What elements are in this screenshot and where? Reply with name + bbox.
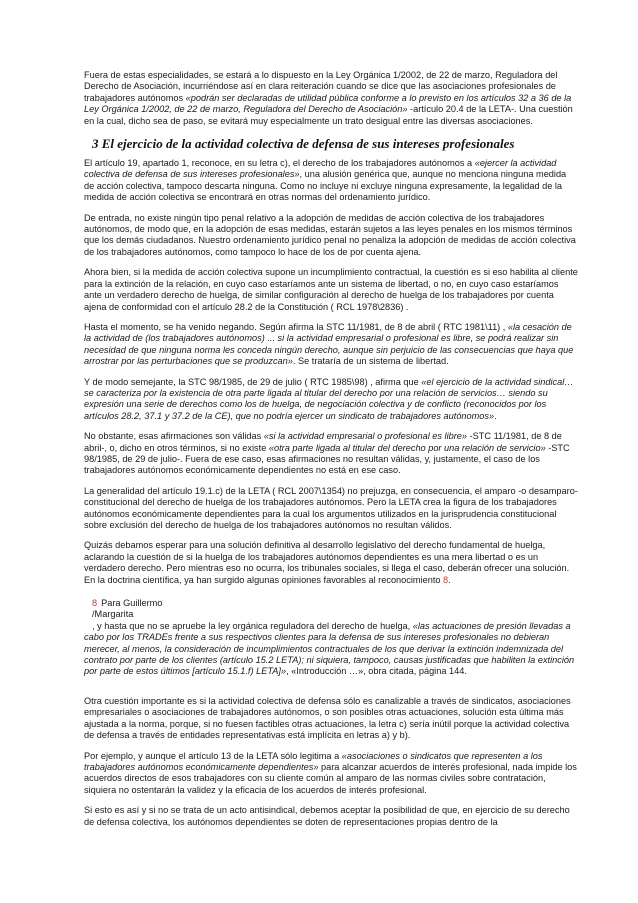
text: No obstante, esas afirmaciones son válidas bbox=[84, 431, 264, 442]
text: . Se trataría de un sistema de libertad. bbox=[292, 356, 449, 367]
text: -STC 11/1981, de 8 de abril-, o, dicho en otros términos, si no existe bbox=[84, 431, 562, 453]
paragraph-12: Si esto es así y si no se trata de un acto antisindical, debemos aceptar la posibilidad de que, en ejercicio de su derecho de defensa colectiva, los autónomos dependientes se doten de representaciones propias dentro de la bbox=[84, 805, 570, 827]
footnote-text bbox=[84, 621, 578, 678]
footnote-author: Para Guillermo bbox=[101, 598, 163, 609]
text: -STC 98/1985, de 29 de julio-. Fuera de ese caso, esas afirmaciones no resultan válidas, y, justamente, el caso de los trabajadores autónomos económicamente dependientes no está en ese caso. bbox=[84, 442, 570, 476]
paragraph-8: La generalidad del artículo 19.1.c) de la LETA ( RCL 2007\1354) no prejuzga, en consecuencia, el amparo -o desamparo- constitucional del derecho de huelga de los trabajadores autónomos. Pero la LETA crea la figura de los trabajadores autónomos económicamente dependientes para la cual los argumentos utilizados en la jurisprudencia constitucional sobre exclusión del derecho de huelga de los trabajadores autónomos no resultan válidos. bbox=[84, 485, 578, 530]
paragraph-2 bbox=[84, 158, 578, 204]
footnote-number: 8 bbox=[92, 598, 98, 609]
quote: «si la actividad empresarial o profesional es libre» bbox=[263, 431, 468, 442]
paragraph-4: Ahora bien, si la medida de acción colectiva supone un incumplimiento contractual, la cuestión es si eso habilita al cliente para la extinción de la relación, en cuyo caso estaríamos ante un sistema de libertad, o no, en cuyo caso estaríamos ante un verdadero derecho de huelga, de similar configuración al derecho de huelga de los trabajadores por cuenta ajena de conformidad con el artículo 28.2 de la Constitución ( RCL 1978\2836) . bbox=[84, 267, 578, 312]
paragraph-5 bbox=[84, 322, 578, 368]
footnote-header bbox=[92, 598, 578, 609]
paragraph-10: Otra cuestión importante es si la actividad colectiva de defensa sólo es canalizable a través de sindicatos, asociaciones empresariales o asociaciones de trabajadores autónomos, o son posibles otras actuaciones, solución esta última más ajustada a la norma, porque, si no fuesen factibles otras actuaciones, la letra c) sería inútil porque la actividad colectiva de defensa a través de entidades representativas está implícita en letras a) y b). bbox=[84, 695, 571, 741]
text: Hasta el momento, se ha venido negando. Según afirma la STC 11/1981, de 8 de abril ( RTC 1981\11) , bbox=[84, 321, 508, 332]
quote: «asociaciones o sindicatos que representen a los trabajadores autónomos económicamente dependientes» bbox=[84, 750, 543, 772]
footnote bbox=[84, 598, 578, 678]
text: Y de modo semejante, la STC 98/1985, de 29 de julio ( RTC 1985\98) , afirma que bbox=[84, 376, 422, 387]
document-page bbox=[84, 70, 578, 837]
text: -artículo 20.4 de la LETA-. Una cuestión en la cual, dicho sea de paso, se evitará muy especialmente un trato desigual entre las diversas asociaciones. bbox=[84, 104, 573, 126]
paragraph-3: De entrada, no existe ningún tipo penal relativo a la adopción de medidas de acción colectiva de los trabajadores autónomos, de modo que, en la adopción de esas medidas, estarán sujetos a las leyes penales en los mismos términos que los demás ciudadanos. Nuestro ordenamiento jurídico penal no penaliza la adopción de medidas de acción colectiva de los trabajadores autónomos, como tampoco lo hace de los de por cuenta ajena. bbox=[84, 212, 576, 257]
paragraph-1 bbox=[84, 70, 578, 127]
quote: «otra parte ligada al titular del derecho por una relación de servicio» bbox=[268, 442, 546, 453]
paragraph-9 bbox=[84, 540, 578, 586]
quote: «ejercer la actividad colectiva de defensa de sus intereses profesionales» bbox=[84, 158, 557, 180]
text: , y hasta que no se apruebe la ley orgánica reguladora del derecho de huelga, bbox=[92, 620, 413, 631]
text: para alcanzar acuerdos de interés profesional, nada impide los acuerdos directos de esos trabajadores con su cliente común al amparo de las normas civiles sobre contratación, siquiera no ostentarán la validez y la eficacia de los acuerdos de interés profesional. bbox=[84, 761, 577, 795]
text: Por ejemplo, y aunque el artículo 13 de la LETA sólo legitima a bbox=[84, 750, 342, 761]
text: Fuera de estas especialidades, se estará a lo dispuesto en la Ley Orgánica 1/2002, de 22 de marzo, Reguladora del Derecho de Asociación, incurriéndose así en clara reiteración cuando se dice que las asociaciones profesionales de trabajadores autónomos bbox=[84, 70, 558, 103]
text: , «Introducción …», obra citada, página 144. bbox=[286, 666, 467, 677]
quote: «podrán ser declaradas de utilidad pública conforme a lo previsto en los artículos 32 a 36 de la Ley Orgánica 1/2002, de 22 de marzo, Reguladora del Derecho de Asociación» bbox=[84, 92, 572, 115]
quote: «la cesación de la actividad de (los trabajadores autónomos) ... si la actividad empresarial o profesional es libre, se podrá realizar sin necesidad de que ninguna norma les conceda ningún derecho, aunque sin perjuicio de las consecuencias que haya que arrostrar por las perturbaciones que se produzcan» bbox=[84, 321, 574, 367]
quote: «el ejercicio de la actividad sindical… se caracteriza por la existencia de otra parte ligada al titular del derecho por una relación de servicios… siendo su expresión una serie de derechos como los de huelga, de negociación colectiva y de conflicto (reconocidos por los artículos 28.2, 37.1 y 37.2 de la CE), que no podría ejercer un sindicato de trabajadores autónomos» bbox=[84, 376, 574, 421]
footnote-ref-link[interactable]: 8 bbox=[443, 574, 449, 585]
paragraph-7 bbox=[84, 431, 578, 477]
text: . bbox=[494, 410, 497, 421]
paragraph-11 bbox=[84, 751, 578, 797]
text: . bbox=[448, 574, 451, 585]
text: El artículo 19, apartado 1, reconoce, en su letra c), el derecho de los trabajadores autónomos a bbox=[84, 158, 475, 169]
paragraph-6 bbox=[84, 377, 578, 423]
text: Quizás debamos esperar para una solución definitiva al desarrollo legislativo del derecho fundamental de huelga, aclarando la cuestión de si la huelga de los trabajadores autónomos dependientes es una mera libertad o es un verdadero derecho. Pero mientras eso no ocurra, los tribunales sociales, si llega el caso, deberán ofrecer una solución. En la doctrina científica, ya han surgido algunas opiniones favorables al reconocimiento bbox=[84, 540, 570, 585]
quote: «las actuaciones de presión llevadas a cabo por los TRADEs frente a sus respectivos clientes para la defensa de sus intereses profesionales no debieran merecer, al menos, la consideración de incumplimientos contractuales de los que derivar la extinción indemnizada del contrato por parte de los clientes (artículo 15.2 LETA); ni siquiera, tampoco, causas justificadas que habiliten la extinción por parte de estos últimos [artículo 15.1.f) LETA]» bbox=[84, 620, 575, 677]
section-title: 3 El ejercicio de la actividad colectiva de defensa de sus intereses profesionales bbox=[92, 136, 515, 152]
footnote-author-2: /Margarita bbox=[92, 609, 134, 620]
text: , una alusión genérica que, aunque no menciona ninguna medida de acción colectiva, tampoco descarta ninguna. Como no incluye ni excluye ninguna expresamente, la legalidad de la medida de acción colectiva se encontrará en otras normas del ordenamiento jurídico. bbox=[84, 169, 567, 203]
